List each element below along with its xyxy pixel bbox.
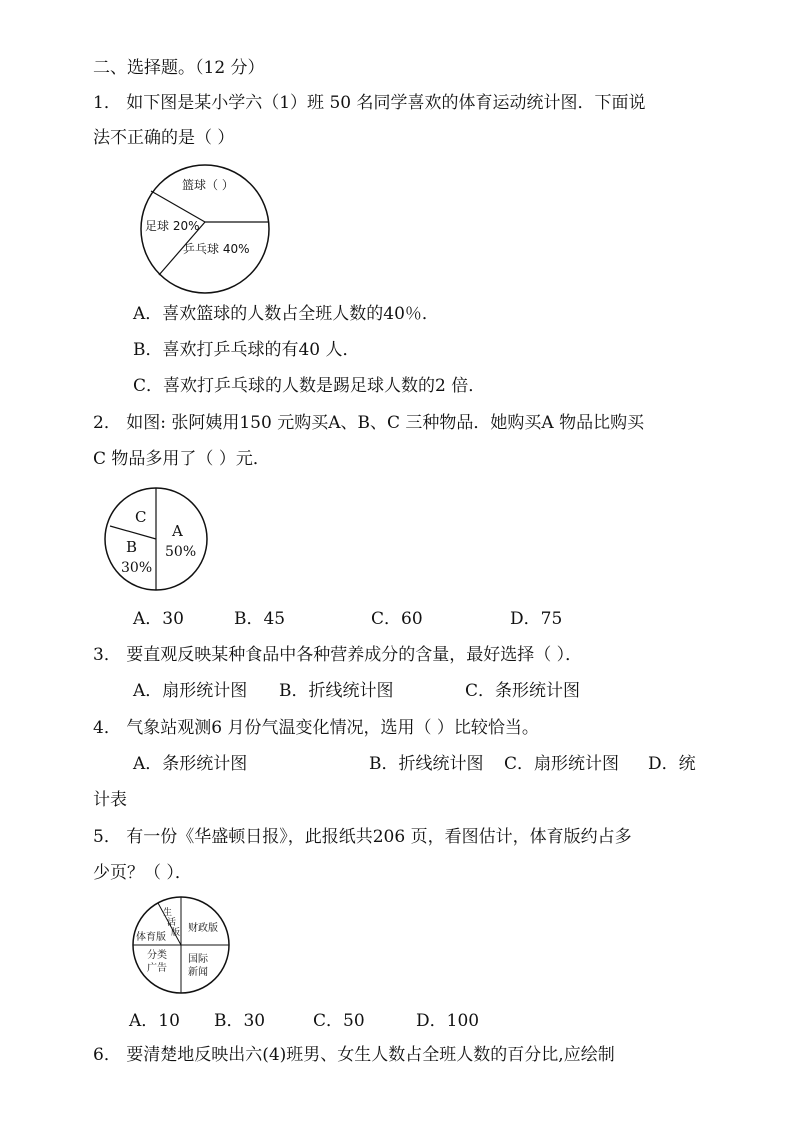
q5-option-b: B．30 bbox=[214, 1011, 266, 1031]
q4-option-c: C．扇形统计图 bbox=[504, 754, 620, 774]
q5-label-intl-1: 国际 bbox=[188, 954, 208, 965]
q3-text: 3． 要直观反映某种食品中各种营养成分的含量，最好选择（ ）． bbox=[93, 645, 583, 665]
q1-text-line1: 1． 如下图是某小学六（1）班 50 名同学喜欢的体育运动统计图．下面说 bbox=[93, 93, 646, 113]
q4-option-a: A．条形统计图 bbox=[133, 754, 248, 774]
q5-option-d: D．100 bbox=[416, 1011, 480, 1031]
q3-option-a: A．扇形统计图 bbox=[133, 681, 248, 701]
q5-option-a: A．10 bbox=[129, 1011, 180, 1031]
q3-option-c: C．条形统计图 bbox=[465, 681, 581, 701]
q3-option-b: B．折线统计图 bbox=[279, 681, 394, 701]
q5-label-finance: 财政版 bbox=[188, 923, 218, 934]
q5-label-life-1: 生 bbox=[163, 908, 173, 918]
q4-text: 4． 气象站观测6 月份气温变化情况，选用（ ）比较恰当。 bbox=[93, 718, 539, 738]
q5-label-life-2: 活 bbox=[167, 918, 177, 928]
q5-options bbox=[129, 1010, 479, 1032]
q1-label-basketball: 篮球（ ） bbox=[182, 178, 234, 192]
q2-text-line1: 2． 如图: 张阿姨用150 元购买A、B、C 三种物品．她购买A 物品比购买 bbox=[93, 413, 645, 433]
q3-options bbox=[133, 680, 580, 702]
q2-options bbox=[133, 608, 562, 630]
q2-label-b: B bbox=[126, 538, 138, 556]
q5-option-c: C．50 bbox=[313, 1011, 365, 1031]
q1-text-line2: 法不正确的是（ ） bbox=[93, 128, 235, 148]
q2-text-line2: C 物品多用了（ ）元． bbox=[93, 449, 270, 469]
q1-option-b: B．喜欢打乒乓球的有40 人． bbox=[133, 340, 360, 360]
q4-option-d: D．统 bbox=[648, 754, 696, 774]
q1-label-football: 足球 20% bbox=[145, 219, 200, 233]
q5-text-line1: 5． 有一份《华盛顿日报》，此报纸共206 页，看图估计，体育版约占多 bbox=[93, 827, 632, 847]
q6-text: 6． 要清楚地反映出六(4)班男、女生人数占全班人数的百分比,应绘制 bbox=[93, 1045, 615, 1065]
q2-option-b: B．45 bbox=[234, 609, 286, 629]
q5-label-intl-2: 新闻 bbox=[188, 967, 208, 978]
q4-option-b: B．折线统计图 bbox=[369, 754, 484, 774]
q2-option-c: C．60 bbox=[371, 609, 423, 629]
q5-label-ads-2: 广告 bbox=[147, 963, 167, 974]
q2-option-d: D．75 bbox=[510, 609, 563, 629]
q1-label-pingpong: 乒乓球 40% bbox=[183, 242, 250, 256]
q5-pie-chart bbox=[130, 895, 234, 995]
q1-option-c: C．喜欢打乒乓球的人数是踢足球人数的2 倍． bbox=[133, 376, 486, 396]
q5-text-line2: 少页？（ ）． bbox=[93, 863, 192, 883]
q2-label-c: C bbox=[135, 508, 147, 526]
q5-label-life-3: 版 bbox=[171, 928, 181, 938]
q4-option-d-continued: 计表 bbox=[93, 790, 127, 810]
q4-options bbox=[133, 753, 696, 775]
q2-label-a-pct: 50% bbox=[165, 544, 197, 560]
q2-label-b-pct: 30% bbox=[121, 560, 153, 576]
q2-pie-chart bbox=[103, 484, 213, 594]
q5-label-ads-1: 分类 bbox=[147, 950, 167, 961]
q1-option-a: A．喜欢篮球的人数占全班人数的40％． bbox=[133, 304, 439, 324]
q5-label-sports: 体育版 bbox=[136, 932, 166, 943]
q2-label-a: A bbox=[172, 522, 183, 540]
q1-pie-chart bbox=[136, 160, 276, 300]
section-title: 二、选择题。（12 分） bbox=[93, 58, 265, 78]
q2-option-a: A．30 bbox=[133, 609, 184, 629]
